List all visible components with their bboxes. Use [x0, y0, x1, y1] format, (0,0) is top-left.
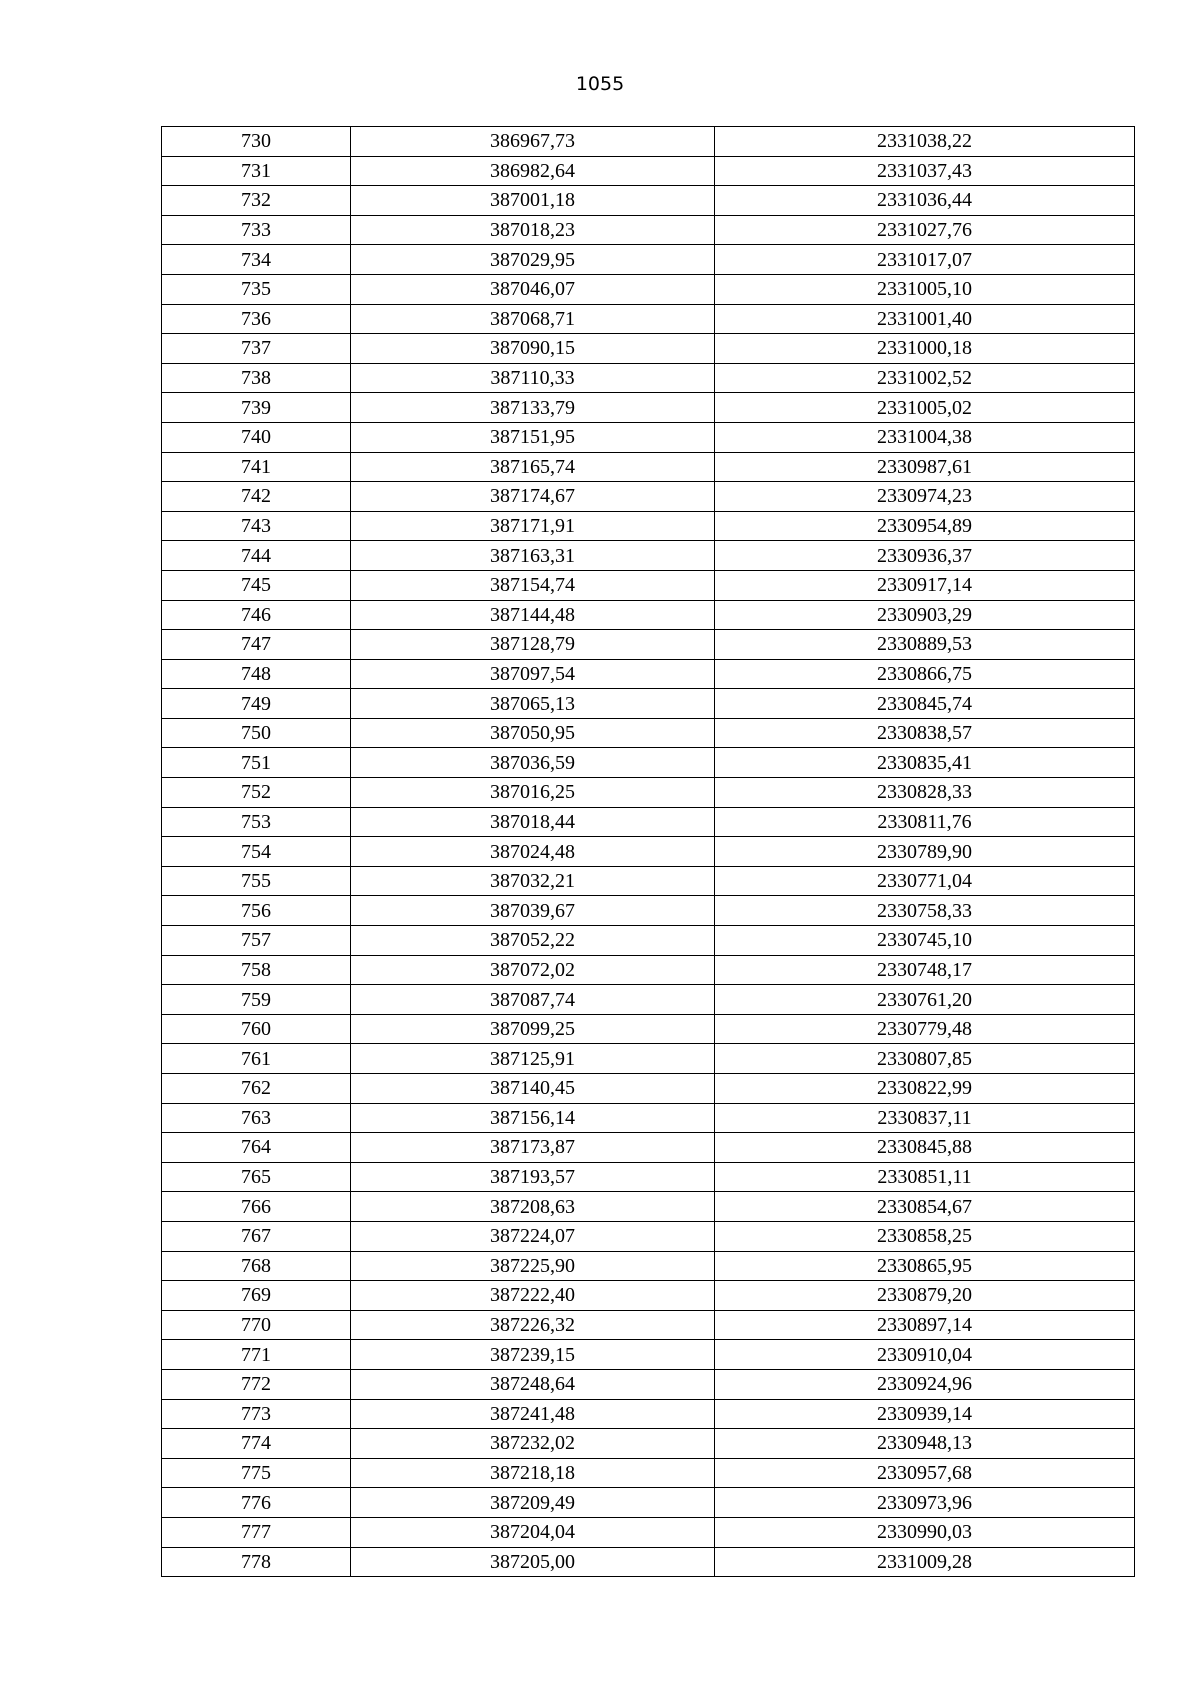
table-row: [162, 718, 1135, 748]
point-number-cell: 774: [162, 1429, 351, 1459]
point-number-cell: 772: [162, 1369, 351, 1399]
x-coordinate-cell: 387144,48: [351, 600, 715, 630]
x-coordinate-cell: 387046,07: [351, 274, 715, 304]
y-coordinate-cell: 2330903,29: [715, 600, 1135, 630]
table-row: [162, 1014, 1135, 1044]
x-coordinate-cell: 387133,79: [351, 393, 715, 423]
y-coordinate-cell: 2331004,38: [715, 422, 1135, 452]
x-coordinate-cell: 387173,87: [351, 1133, 715, 1163]
table-row: [162, 245, 1135, 275]
y-coordinate-cell: 2330939,14: [715, 1399, 1135, 1429]
x-coordinate-cell: 387052,22: [351, 926, 715, 956]
point-number-cell: 775: [162, 1458, 351, 1488]
y-coordinate-cell: 2330845,88: [715, 1133, 1135, 1163]
point-number-cell: 767: [162, 1221, 351, 1251]
point-number-cell: 731: [162, 156, 351, 186]
point-number-cell: 749: [162, 689, 351, 719]
point-number-cell: 771: [162, 1340, 351, 1370]
y-coordinate-cell: 2330936,37: [715, 541, 1135, 571]
point-number-cell: 736: [162, 304, 351, 334]
table-row: [162, 1429, 1135, 1459]
table-row: [162, 955, 1135, 985]
y-coordinate-cell: 2330779,48: [715, 1014, 1135, 1044]
x-coordinate-cell: 387001,18: [351, 186, 715, 216]
point-number-cell: 730: [162, 127, 351, 157]
x-coordinate-cell: 387208,63: [351, 1192, 715, 1222]
table-row: [162, 334, 1135, 364]
point-number-cell: 768: [162, 1251, 351, 1281]
x-coordinate-cell: 387222,40: [351, 1281, 715, 1311]
x-coordinate-cell: 387163,31: [351, 541, 715, 571]
table-row: [162, 630, 1135, 660]
point-number-cell: 738: [162, 363, 351, 393]
table-row: [162, 926, 1135, 956]
table-row: [162, 1221, 1135, 1251]
x-coordinate-cell: 387151,95: [351, 422, 715, 452]
x-coordinate-cell: 387154,74: [351, 570, 715, 600]
x-coordinate-cell: 387087,74: [351, 985, 715, 1015]
table-row: [162, 127, 1135, 157]
x-coordinate-cell: 387239,15: [351, 1340, 715, 1370]
table-row: [162, 807, 1135, 837]
y-coordinate-cell: 2330771,04: [715, 866, 1135, 896]
table-row: [162, 1547, 1135, 1577]
x-coordinate-cell: 387248,64: [351, 1369, 715, 1399]
x-coordinate-cell: 387174,67: [351, 482, 715, 512]
point-number-cell: 745: [162, 570, 351, 600]
y-coordinate-cell: 2330973,96: [715, 1488, 1135, 1518]
table-row: [162, 985, 1135, 1015]
x-coordinate-cell: 387018,44: [351, 807, 715, 837]
table-row: [162, 689, 1135, 719]
point-number-cell: 735: [162, 274, 351, 304]
point-number-cell: 737: [162, 334, 351, 364]
page-number: 1055: [575, 73, 625, 95]
y-coordinate-cell: 2331037,43: [715, 156, 1135, 186]
y-coordinate-cell: 2331002,52: [715, 363, 1135, 393]
table-row: [162, 600, 1135, 630]
point-number-cell: 773: [162, 1399, 351, 1429]
y-coordinate-cell: 2330987,61: [715, 452, 1135, 482]
x-coordinate-cell: 387204,04: [351, 1517, 715, 1547]
x-coordinate-cell: 387232,02: [351, 1429, 715, 1459]
x-coordinate-cell: 387036,59: [351, 748, 715, 778]
point-number-cell: 760: [162, 1014, 351, 1044]
x-coordinate-cell: 387205,00: [351, 1547, 715, 1577]
table-row: [162, 1488, 1135, 1518]
point-number-cell: 763: [162, 1103, 351, 1133]
x-coordinate-cell: 387050,95: [351, 718, 715, 748]
table-row: [162, 1162, 1135, 1192]
x-coordinate-cell: 387165,74: [351, 452, 715, 482]
y-coordinate-cell: 2331009,28: [715, 1547, 1135, 1577]
table-row: [162, 541, 1135, 571]
x-coordinate-cell: 387140,45: [351, 1074, 715, 1104]
x-coordinate-cell: 387193,57: [351, 1162, 715, 1192]
y-coordinate-cell: 2330924,96: [715, 1369, 1135, 1399]
table-row: [162, 748, 1135, 778]
y-coordinate-cell: 2330917,14: [715, 570, 1135, 600]
point-number-cell: 742: [162, 482, 351, 512]
table-row: [162, 156, 1135, 186]
y-coordinate-cell: 2330837,11: [715, 1103, 1135, 1133]
x-coordinate-cell: 387072,02: [351, 955, 715, 985]
table-row: [162, 1281, 1135, 1311]
y-coordinate-cell: 2330974,23: [715, 482, 1135, 512]
y-coordinate-cell: 2330865,95: [715, 1251, 1135, 1281]
table-row: [162, 1074, 1135, 1104]
point-number-cell: 739: [162, 393, 351, 423]
x-coordinate-cell: 387068,71: [351, 304, 715, 334]
y-coordinate-cell: 2330948,13: [715, 1429, 1135, 1459]
point-number-cell: 756: [162, 896, 351, 926]
y-coordinate-cell: 2330811,76: [715, 807, 1135, 837]
table-row: [162, 570, 1135, 600]
y-coordinate-cell: 2330910,04: [715, 1340, 1135, 1370]
table-row: [162, 274, 1135, 304]
y-coordinate-cell: 2331001,40: [715, 304, 1135, 334]
point-number-cell: 761: [162, 1044, 351, 1074]
x-coordinate-cell: 387218,18: [351, 1458, 715, 1488]
table-row: [162, 482, 1135, 512]
x-coordinate-cell: 387099,25: [351, 1014, 715, 1044]
x-coordinate-cell: 387209,49: [351, 1488, 715, 1518]
point-number-cell: 753: [162, 807, 351, 837]
table-row: [162, 1399, 1135, 1429]
y-coordinate-cell: 2330858,25: [715, 1221, 1135, 1251]
y-coordinate-cell: 2330957,68: [715, 1458, 1135, 1488]
table-row: [162, 304, 1135, 334]
y-coordinate-cell: 2330758,33: [715, 896, 1135, 926]
point-number-cell: 759: [162, 985, 351, 1015]
y-coordinate-cell: 2330845,74: [715, 689, 1135, 719]
x-coordinate-cell: 387225,90: [351, 1251, 715, 1281]
y-coordinate-cell: 2330828,33: [715, 778, 1135, 808]
point-number-cell: 762: [162, 1074, 351, 1104]
y-coordinate-cell: 2330748,17: [715, 955, 1135, 985]
coordinates-table-body: [162, 127, 1135, 1577]
table-row: [162, 363, 1135, 393]
table-row: [162, 1103, 1135, 1133]
x-coordinate-cell: 387024,48: [351, 837, 715, 867]
point-number-cell: 777: [162, 1517, 351, 1547]
point-number-cell: 754: [162, 837, 351, 867]
table-row: [162, 511, 1135, 541]
y-coordinate-cell: 2330990,03: [715, 1517, 1135, 1547]
y-coordinate-cell: 2330851,11: [715, 1162, 1135, 1192]
x-coordinate-cell: 387110,33: [351, 363, 715, 393]
point-number-cell: 747: [162, 630, 351, 660]
point-number-cell: 770: [162, 1310, 351, 1340]
point-number-cell: 776: [162, 1488, 351, 1518]
point-number-cell: 748: [162, 659, 351, 689]
table-row: [162, 215, 1135, 245]
y-coordinate-cell: 2330954,89: [715, 511, 1135, 541]
y-coordinate-cell: 2331038,22: [715, 127, 1135, 157]
y-coordinate-cell: 2331027,76: [715, 215, 1135, 245]
x-coordinate-cell: 387171,91: [351, 511, 715, 541]
x-coordinate-cell: 387065,13: [351, 689, 715, 719]
table-row: [162, 896, 1135, 926]
y-coordinate-cell: 2330822,99: [715, 1074, 1135, 1104]
point-number-cell: 769: [162, 1281, 351, 1311]
x-coordinate-cell: 387090,15: [351, 334, 715, 364]
table-row: [162, 1192, 1135, 1222]
table-row: [162, 1044, 1135, 1074]
table-row: [162, 452, 1135, 482]
x-coordinate-cell: 387125,91: [351, 1044, 715, 1074]
y-coordinate-cell: 2330807,85: [715, 1044, 1135, 1074]
table-row: [162, 778, 1135, 808]
x-coordinate-cell: 387029,95: [351, 245, 715, 275]
point-number-cell: 744: [162, 541, 351, 571]
y-coordinate-cell: 2331005,02: [715, 393, 1135, 423]
point-number-cell: 758: [162, 955, 351, 985]
x-coordinate-cell: 387156,14: [351, 1103, 715, 1133]
point-number-cell: 750: [162, 718, 351, 748]
point-number-cell: 757: [162, 926, 351, 956]
point-number-cell: 778: [162, 1547, 351, 1577]
y-coordinate-cell: 2330854,67: [715, 1192, 1135, 1222]
x-coordinate-cell: 387016,25: [351, 778, 715, 808]
y-coordinate-cell: 2331000,18: [715, 334, 1135, 364]
x-coordinate-cell: 387128,79: [351, 630, 715, 660]
point-number-cell: 755: [162, 866, 351, 896]
x-coordinate-cell: 387224,07: [351, 1221, 715, 1251]
point-number-cell: 732: [162, 186, 351, 216]
x-coordinate-cell: 387241,48: [351, 1399, 715, 1429]
y-coordinate-cell: 2330745,10: [715, 926, 1135, 956]
y-coordinate-cell: 2330835,41: [715, 748, 1135, 778]
table-row: [162, 1340, 1135, 1370]
table-row: [162, 1369, 1135, 1399]
point-number-cell: 766: [162, 1192, 351, 1222]
y-coordinate-cell: 2331036,44: [715, 186, 1135, 216]
table-row: [162, 1251, 1135, 1281]
point-number-cell: 751: [162, 748, 351, 778]
y-coordinate-cell: 2330889,53: [715, 630, 1135, 660]
table-row: [162, 422, 1135, 452]
x-coordinate-cell: 387032,21: [351, 866, 715, 896]
y-coordinate-cell: 2331005,10: [715, 274, 1135, 304]
y-coordinate-cell: 2330897,14: [715, 1310, 1135, 1340]
table-row: [162, 1458, 1135, 1488]
y-coordinate-cell: 2330838,57: [715, 718, 1135, 748]
x-coordinate-cell: 387018,23: [351, 215, 715, 245]
point-number-cell: 764: [162, 1133, 351, 1163]
y-coordinate-cell: 2330879,20: [715, 1281, 1135, 1311]
point-number-cell: 743: [162, 511, 351, 541]
y-coordinate-cell: 2330789,90: [715, 837, 1135, 867]
table-row: [162, 1133, 1135, 1163]
table-row: [162, 837, 1135, 867]
table-row: [162, 866, 1135, 896]
x-coordinate-cell: 386982,64: [351, 156, 715, 186]
x-coordinate-cell: 387226,32: [351, 1310, 715, 1340]
point-number-cell: 746: [162, 600, 351, 630]
table-row: [162, 1310, 1135, 1340]
y-coordinate-cell: 2331017,07: [715, 245, 1135, 275]
table-row: [162, 393, 1135, 423]
point-number-cell: 741: [162, 452, 351, 482]
y-coordinate-cell: 2330761,20: [715, 985, 1135, 1015]
coordinates-table: [161, 126, 1135, 1577]
x-coordinate-cell: 386967,73: [351, 127, 715, 157]
x-coordinate-cell: 387097,54: [351, 659, 715, 689]
point-number-cell: 734: [162, 245, 351, 275]
point-number-cell: 733: [162, 215, 351, 245]
point-number-cell: 752: [162, 778, 351, 808]
table-row: [162, 659, 1135, 689]
y-coordinate-cell: 2330866,75: [715, 659, 1135, 689]
table-row: [162, 1517, 1135, 1547]
table-row: [162, 186, 1135, 216]
point-number-cell: 740: [162, 422, 351, 452]
x-coordinate-cell: 387039,67: [351, 896, 715, 926]
point-number-cell: 765: [162, 1162, 351, 1192]
